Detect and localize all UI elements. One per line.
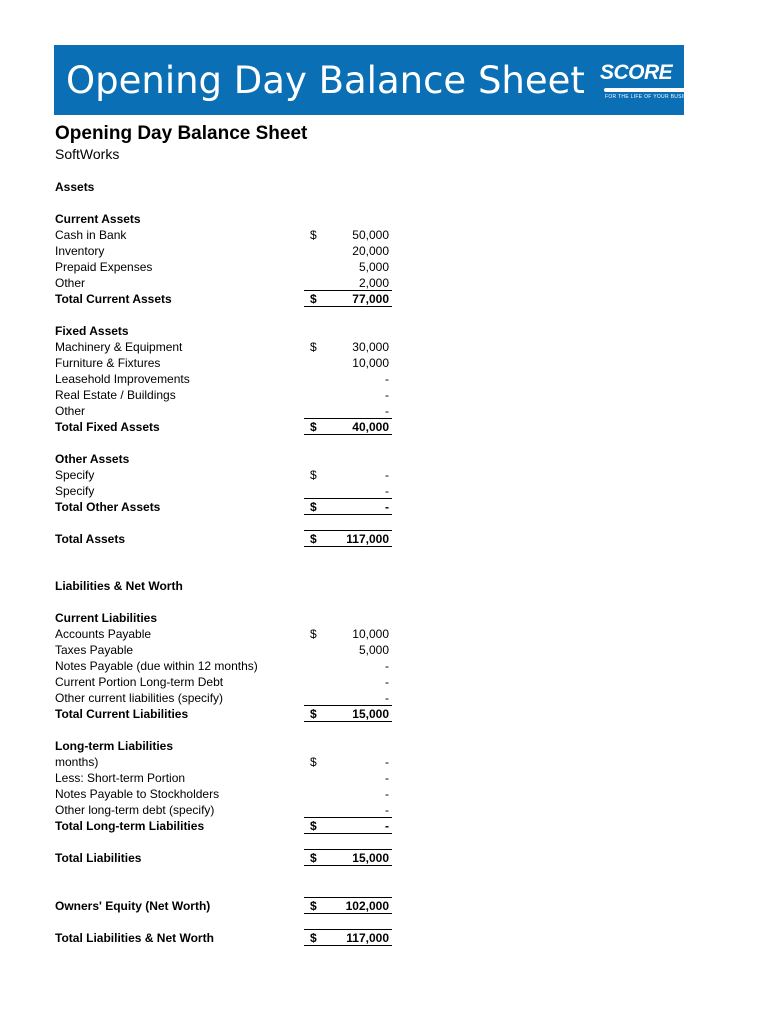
line-item: Other long-term debt (specify) - (55, 803, 389, 817)
total-other-assets: Total Other Assets $ - (55, 500, 389, 514)
current-assets-heading: Current Assets (55, 212, 141, 226)
line-item: Less: Short-term Portion - (55, 771, 389, 785)
score-logo (600, 61, 700, 101)
fixed-assets-heading: Fixed Assets (55, 324, 129, 338)
line-item: Other 2,000 (55, 276, 389, 290)
other-assets-heading: Other Assets (55, 452, 130, 466)
total-rule (304, 913, 392, 914)
total-liabilities-net-worth: Total Liabilities & Net Worth $ 117,000 (55, 931, 389, 945)
longterm-liabilities-heading: Long-term Liabilities (55, 739, 174, 753)
line-item: Notes Payable (due within 12 months) - (55, 659, 389, 673)
total-rule (304, 721, 392, 722)
current-liabilities-heading: Current Liabilities (55, 611, 158, 625)
company-name: SoftWorks (55, 146, 120, 162)
line-item: months) $ - (55, 755, 389, 769)
line-item: Other - (55, 404, 389, 418)
line-item: Furniture & Fixtures 10,000 (55, 356, 389, 370)
total-rule (304, 865, 392, 866)
assets-heading: Assets (55, 180, 95, 194)
line-item: Inventory 20,000 (55, 244, 389, 258)
logo-swoosh-icon (604, 88, 694, 92)
banner-title: Opening Day Balance Sheet (66, 59, 585, 102)
total-fixed-assets: Total Fixed Assets $ 40,000 (55, 420, 389, 434)
line-item: Leasehold Improvements - (55, 372, 389, 386)
line-item: Notes Payable to Stockholders - (55, 787, 389, 801)
total-rule (304, 546, 392, 547)
total-rule (304, 434, 392, 435)
score-logo-text: SCORE (600, 61, 673, 84)
line-item: Real Estate / Buildings - (55, 388, 389, 402)
score-logo-tagline: FOR THE LIFE OF YOUR BUSINESS (605, 94, 699, 100)
total-rule (304, 514, 392, 515)
total-assets: Total Assets $ 117,000 (55, 532, 389, 546)
total-rule (304, 306, 392, 307)
line-item: Taxes Payable 5,000 (55, 643, 389, 657)
total-liabilities: Total Liabilities $ 15,000 (55, 851, 389, 865)
document-title: Opening Day Balance Sheet (55, 123, 308, 144)
total-current-liabilities: Total Current Liabilities $ 15,000 (55, 707, 389, 721)
line-item: Cash in Bank $ 50,000 (55, 228, 389, 242)
line-item: Accounts Payable $ 10,000 (55, 627, 389, 641)
total-rule (304, 945, 392, 946)
liabilities-heading: Liabilities & Net Worth (55, 579, 183, 593)
line-item: Prepaid Expenses 5,000 (55, 260, 389, 274)
line-item: Current Portion Long-term Debt - (55, 675, 389, 689)
line-item: Specify $ - (55, 468, 389, 482)
total-longterm-liabilities: Total Long-term Liabilities $ - (55, 819, 389, 833)
owners-equity: Owners' Equity (Net Worth) $ 102,000 (55, 899, 389, 913)
line-item: Specify - (55, 484, 389, 498)
header-banner (54, 45, 699, 115)
total-current-assets: Total Current Assets $ 77,000 (55, 292, 389, 306)
line-item: Other current liabilities (specify) - (55, 691, 389, 705)
total-rule (304, 833, 392, 834)
line-item: Machinery & Equipment $ 30,000 (55, 340, 389, 354)
